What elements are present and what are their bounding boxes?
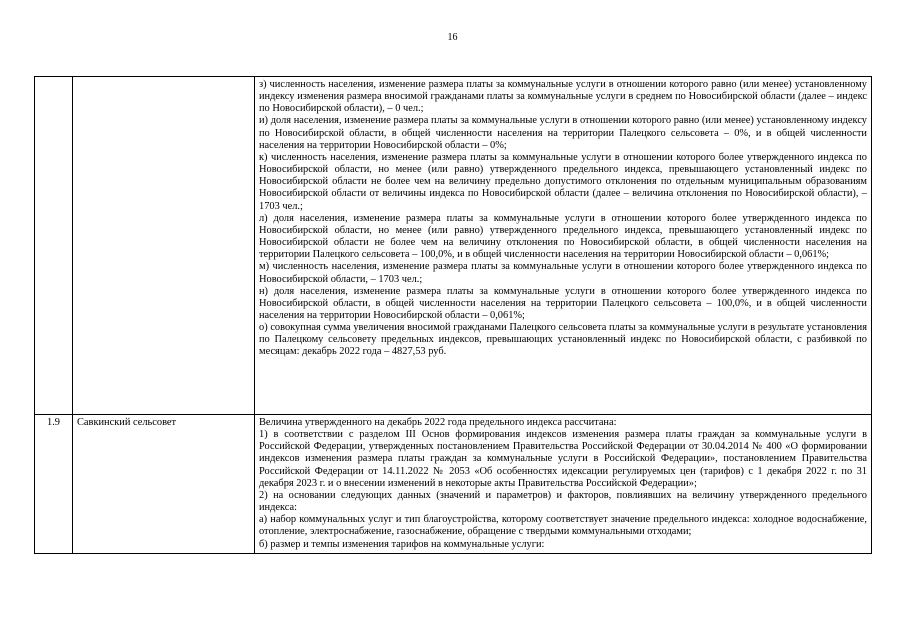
paragraph-1: 1) в соответствии с разделом III Основ формирования индексов изменения размера платы граждан за коммунальные услуги в Российской Федерации, утвержденных постановлением Правительства Российской Федерации от 30.04.2014 № 400 «О формировании индексов изменения размера платы граждан за коммунальные услуги в Российской Федерации», постановлением Правительства Российской Федерации от 14.11.2022 № 2053 «Об особенностях идексации регулируемых цен (тарифов) с 1 декабря 2022 г. по 31 декабря 2023 г. и о внесении изменений в некоторые акты Правительства Российской Федерации»; bbox=[259, 429, 867, 489]
paragraph-l: л) доля населения, изменение размера платы за коммунальные услуги в отношении которого более утвержденного индекса по Новосибирской области, но менее (или равно) утвержденного предельного индекса, превышающего установленный индекс по Новосибирской области не более чем на величину отклонения по Новосибирской области, в общей численности населения на территории Палецкого сельсовета – 100,0%, и в общей численности населения на территории Новосибирской области – 0,061%; bbox=[259, 212, 867, 261]
row-number-cell bbox=[35, 77, 73, 415]
municipality-name-cell: Савкинский сельсовет bbox=[73, 415, 255, 554]
description-cell bbox=[255, 77, 872, 415]
paragraph-i: и) доля населения, изменение размера платы за коммунальные услуги в отношении которого равно (или менее) установленному индексу по Новосибирской области, в общей численности населения на территории Палецкого сельсовета – 0%, и в общей численности населения на территории Новосибирской области – 0%; bbox=[259, 115, 867, 151]
paragraph-intro: Величина утвержденного на декабрь 2022 года предельного индекса рассчитана: bbox=[259, 417, 617, 428]
document-table bbox=[34, 76, 872, 554]
table-row bbox=[35, 77, 872, 415]
row-number-cell: 1.9 bbox=[35, 415, 73, 554]
table-row bbox=[35, 415, 872, 554]
paragraph-2: 2) на основании следующих данных (значений и параметров) и факторов, повлиявших на величину утвержденного предельного индекса: bbox=[259, 489, 867, 514]
municipality-name-cell bbox=[73, 77, 255, 415]
paragraph-o: о) совокупная сумма увеличения вносимой гражданами Палецкого сельсовета платы за коммунальные услуги в результате установления по Палецкому сельсовету предельных индексов, превышающих установленный индекс по Новосибирской области, с разбивкой по месяцам: декабрь 2022 года – 4827,53 руб. bbox=[259, 322, 867, 358]
paragraph-z: з) численность населения, изменение размера платы за коммунальные услуги в отношении которого равно (или менее) установленному индексу изменения размера вносимой гражданами платы за коммунальные услуги в среднем по Новосибирской области (далее – индекс по Новосибирской области), – 0 чел.; bbox=[259, 79, 867, 115]
paragraph-a: а) набор коммунальных услуг и тип благоустройства, которому соответствует значение предельного индекса: холодное водоснабжение, отопление, электроснабжение, газоснабжение, обращение с твердыми коммунальными отходами; bbox=[259, 514, 867, 538]
description-cell bbox=[255, 415, 872, 554]
paragraph-k: к) численность населения, изменение размера платы за коммунальные услуги в отношении которого более утвержденного индекса по Новосибирской области, но менее (или равно) утвержденного предельного индекса, превышающего установленный индекс по Новосибирской области не более чем на величину предельно допустимого отклонения по отдельным муниципальным образованиям Новосибирской области от величины индекса по Новосибирской области (далее – величина отклонения по Новосибирской области), – 1703 чел.; bbox=[259, 151, 867, 212]
paragraph-n: н) доля населения, изменение размера платы за коммунальные услуги в отношении которого более утвержденного индекса по Новосибирской области, в общей численности населения на территории Палецкого сельсовета – 100,0%, и в общей численности населения на территории Новосибирской области – 0,061%; bbox=[259, 285, 867, 321]
paragraph-b: б) размер и темпы изменения тарифов на коммунальные услуги: bbox=[259, 538, 545, 550]
paragraph-m: м) численность населения, изменение размера платы за коммунальные услуги в отношении которого более утвержденного индекса по Новосибирской области, – 1703 чел.; bbox=[259, 261, 867, 285]
page-number: 16 bbox=[447, 32, 458, 43]
